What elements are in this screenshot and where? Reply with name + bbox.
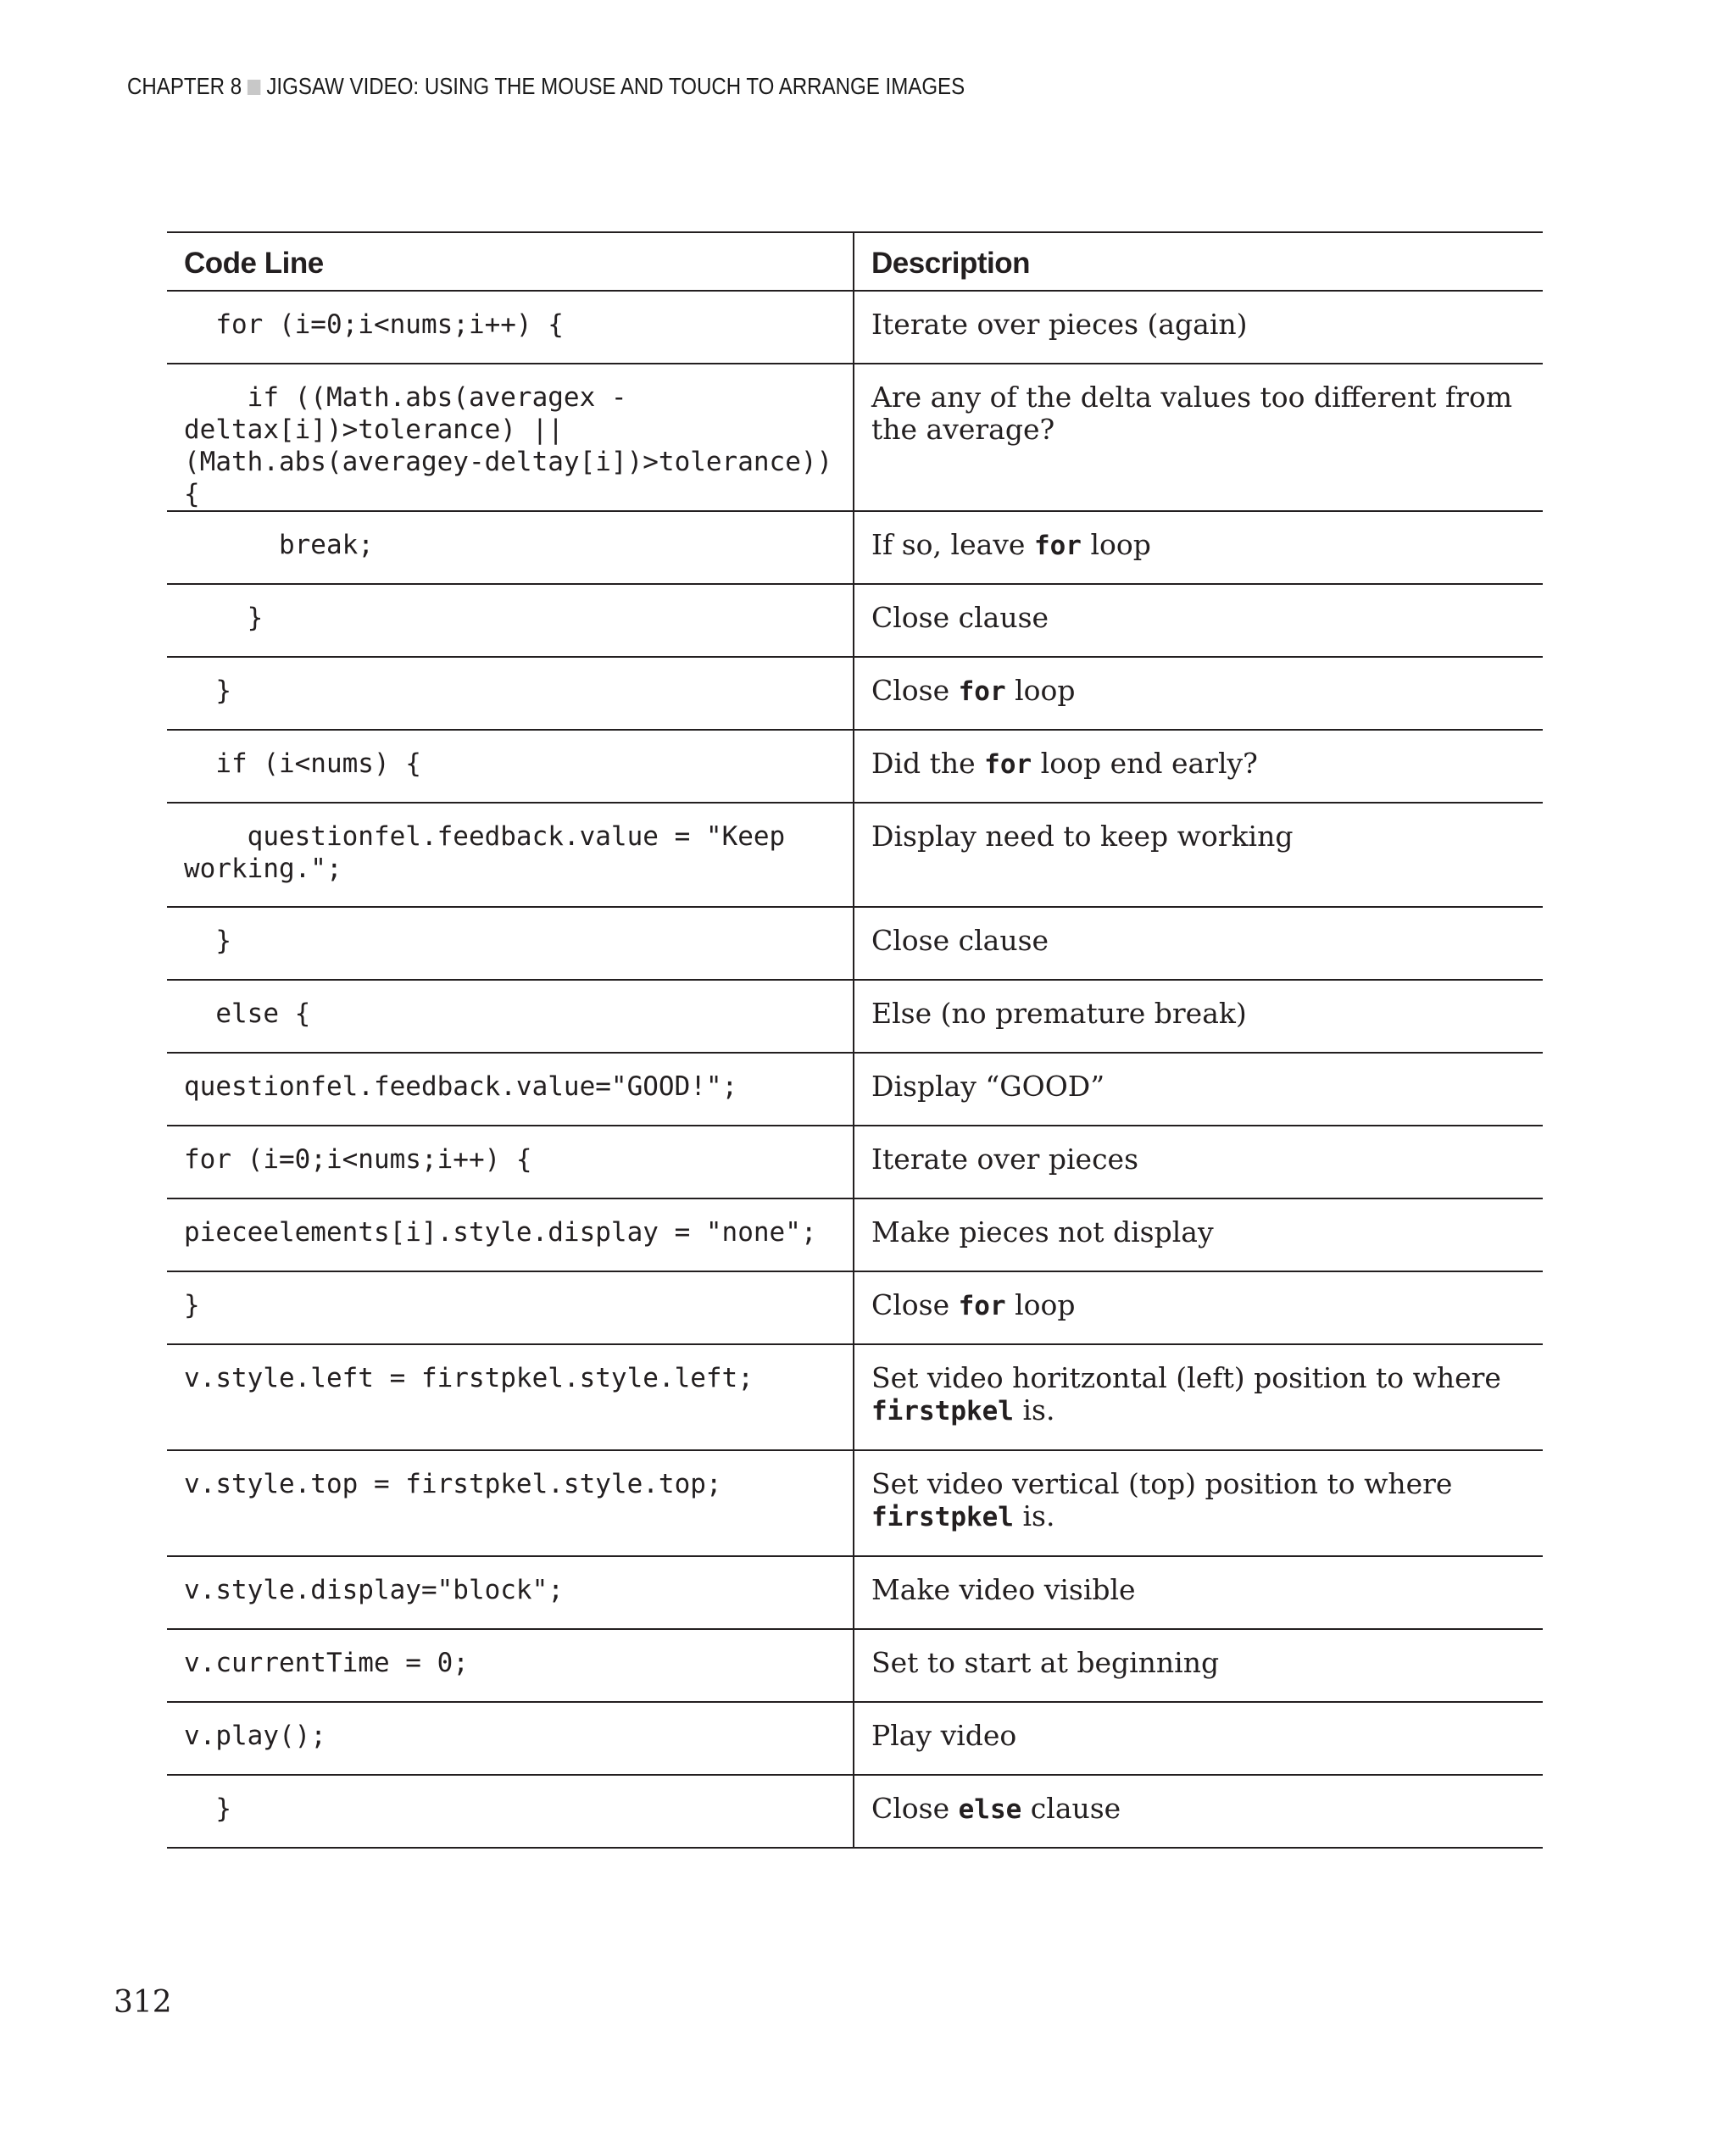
code-line-cell: for (i=0;i<nums;i++) { [167, 291, 854, 364]
inline-code: firstpkel [871, 1502, 1014, 1532]
chapter-title: JIGSAW VIDEO: USING THE MOUSE AND TOUCH TO ARRANGE IMAGES [266, 73, 965, 99]
description-text: Set to start at beginning [871, 1646, 1220, 1679]
table-row [167, 1450, 1543, 1556]
description-cell [854, 584, 1543, 657]
description-cell [854, 1271, 1543, 1344]
code-line-cell: if ((Math.abs(averagex - deltax[i])>tolerance) || (Math.abs(averagey-deltay[i])>tolerance)) { [167, 364, 854, 511]
description-cell [854, 657, 1543, 730]
description-cell [854, 1556, 1543, 1629]
code-line-cell: } [167, 907, 854, 980]
description-cell [854, 364, 1543, 511]
description-text: Close [871, 674, 959, 707]
description-text: If so, leave [871, 528, 1034, 561]
code-line-cell: else { [167, 980, 854, 1053]
description-text: loop [1005, 1288, 1076, 1321]
code-line-cell: v.currentTime = 0; [167, 1629, 854, 1702]
description-text: Close clause [871, 924, 1049, 957]
code-line-cell: questionfel.feedback.value="GOOD!"; [167, 1053, 854, 1126]
table-row [167, 1126, 1543, 1198]
code-line-cell: for (i=0;i<nums;i++) { [167, 1126, 854, 1198]
description-text: Play video [871, 1719, 1017, 1752]
table-row [167, 1775, 1543, 1848]
code-line-cell: questionfel.feedback.value = "Keep working."; [167, 803, 854, 907]
description-cell [854, 1450, 1543, 1556]
description-cell [854, 1629, 1543, 1702]
inline-code: firstpkel [871, 1396, 1014, 1426]
inline-code: for [1033, 531, 1082, 561]
description-text: Set video vertical (top) position to where [871, 1467, 1453, 1500]
table-row [167, 1556, 1543, 1629]
description-text: Make pieces not display [871, 1215, 1214, 1248]
inline-code: for [958, 676, 1006, 707]
code-line-cell: } [167, 1775, 854, 1848]
table-row [167, 584, 1543, 657]
code-line-cell: v.play(); [167, 1702, 854, 1775]
description-text: Close clause [871, 601, 1049, 634]
table-body [167, 291, 1543, 1848]
description-cell [854, 1775, 1543, 1848]
table-row [167, 907, 1543, 980]
table-row [167, 657, 1543, 730]
table-row [167, 1271, 1543, 1344]
description-text: Are any of the delta values too different from the average? [871, 381, 1513, 446]
description-cell [854, 907, 1543, 980]
code-description-table [167, 231, 1543, 1849]
table-row [167, 730, 1543, 803]
code-line-cell: v.style.display="block"; [167, 1556, 854, 1629]
code-line-cell: pieceelements[i].style.display = "none"; [167, 1198, 854, 1271]
code-line-cell: break; [167, 511, 854, 584]
description-cell [854, 803, 1543, 907]
inline-code: for [984, 749, 1032, 780]
description-cell [854, 980, 1543, 1053]
description-text: loop [1005, 674, 1076, 707]
code-line-cell: } [167, 657, 854, 730]
running-head [127, 73, 965, 100]
description-text: Did the [871, 747, 985, 780]
description-text: Display need to keep working [871, 820, 1294, 853]
description-text: Iterate over pieces (again) [871, 308, 1248, 341]
description-text: Close [871, 1792, 959, 1825]
table-row [167, 1198, 1543, 1271]
page-number: 312 [114, 1985, 172, 2020]
description-text: is. [1013, 1393, 1055, 1426]
table-row [167, 803, 1543, 907]
header-code-line: Code Line [167, 232, 854, 291]
description-cell [854, 291, 1543, 364]
description-text: Close [871, 1288, 959, 1321]
code-line-cell: v.style.left = firstpkel.style.left; [167, 1344, 854, 1450]
description-cell [854, 1053, 1543, 1126]
table-row [167, 364, 1543, 511]
description-text: loop end early? [1032, 747, 1258, 780]
table-row [167, 1629, 1543, 1702]
table-row [167, 1702, 1543, 1775]
code-line-cell: } [167, 584, 854, 657]
description-text: clause [1021, 1792, 1121, 1825]
table-row [167, 291, 1543, 364]
table-row [167, 1344, 1543, 1450]
description-text: Display “GOOD” [871, 1070, 1105, 1103]
inline-code: else [958, 1794, 1022, 1825]
code-line-cell: if (i<nums) { [167, 730, 854, 803]
description-text: Set video horitzontal (left) position to where [871, 1361, 1501, 1394]
description-cell [854, 1126, 1543, 1198]
code-line-cell: } [167, 1271, 854, 1344]
table-row [167, 980, 1543, 1053]
description-cell [854, 730, 1543, 803]
description-cell [854, 1344, 1543, 1450]
description-cell [854, 1198, 1543, 1271]
description-cell [854, 1702, 1543, 1775]
inline-code: for [958, 1291, 1006, 1321]
description-text: is. [1013, 1499, 1055, 1532]
description-text: Iterate over pieces [871, 1143, 1139, 1176]
table-row [167, 1053, 1543, 1126]
description-text: loop [1081, 528, 1151, 561]
header-description: Description [854, 232, 1543, 291]
table-header-row [167, 232, 1543, 291]
chapter-label: CHAPTER 8 [127, 73, 242, 99]
description-cell [854, 511, 1543, 584]
description-text: Else (no premature break) [871, 997, 1247, 1030]
separator-square-icon [248, 80, 260, 95]
code-line-cell: v.style.top = firstpkel.style.top; [167, 1450, 854, 1556]
table-row [167, 511, 1543, 584]
description-text: Make video visible [871, 1573, 1136, 1606]
